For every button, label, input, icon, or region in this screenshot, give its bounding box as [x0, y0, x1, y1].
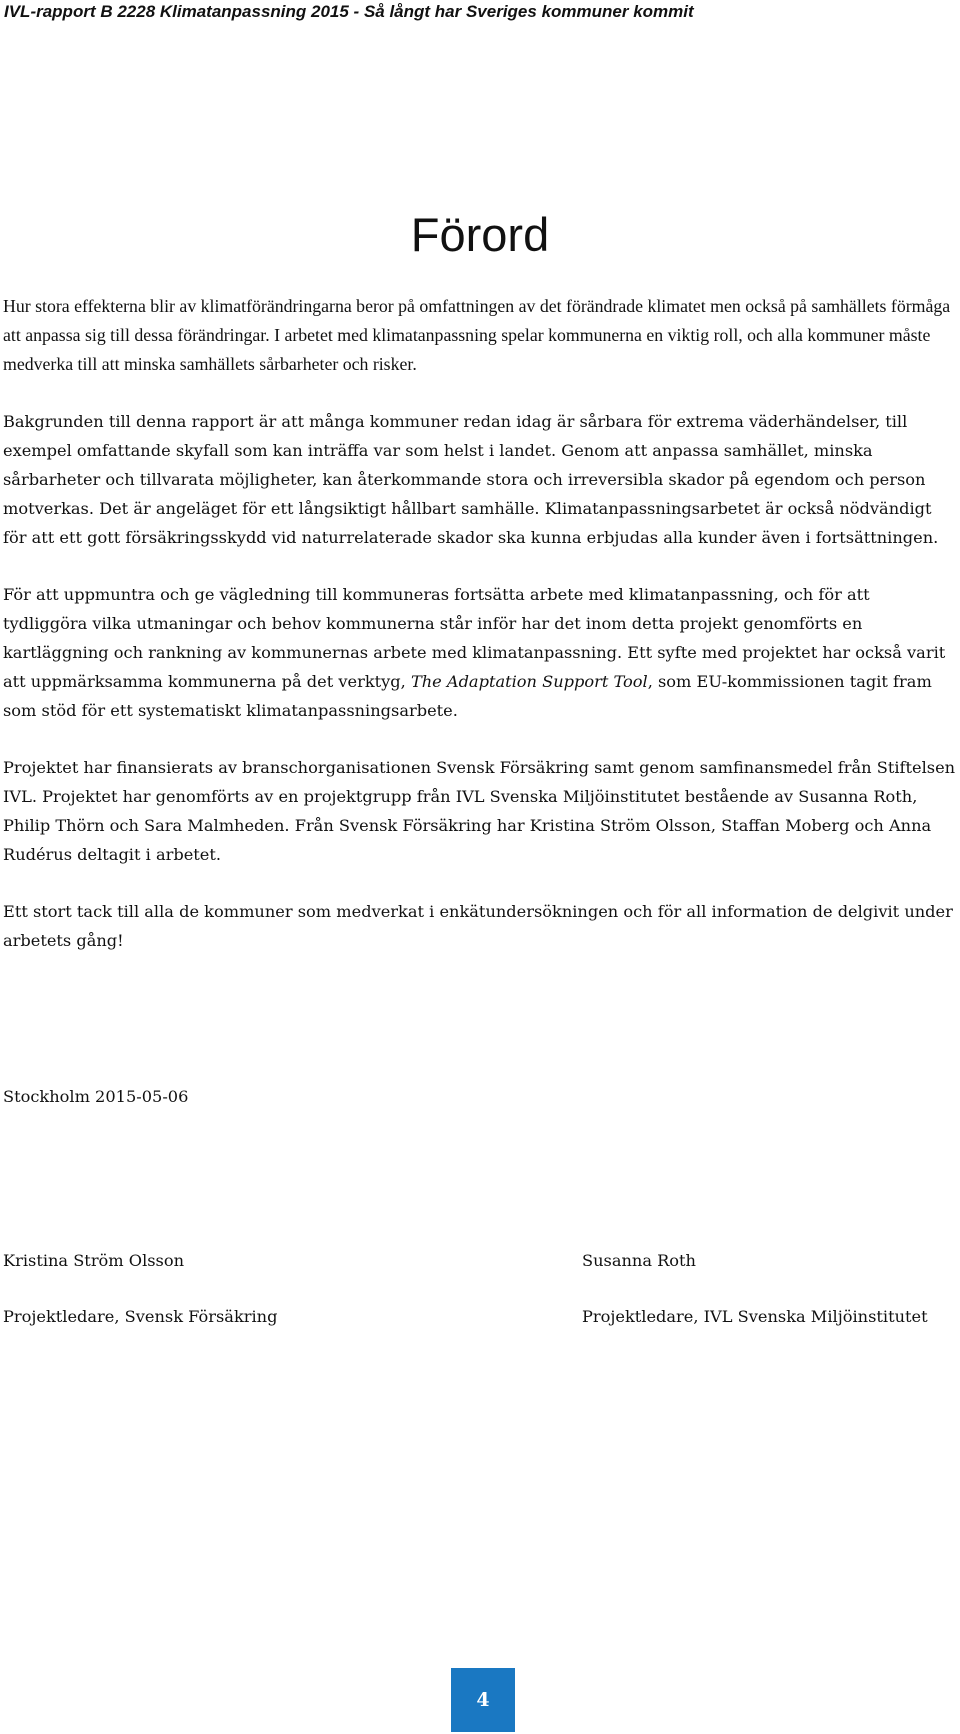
signatory-name: Susanna Roth	[582, 1251, 696, 1270]
signatory-role: Projektledare, Svensk Försäkring	[3, 1307, 278, 1326]
paragraph-funding: Projektet har finansierats av branschorganisationen Svensk Försäkring samt genom samfinansmedel från Stiftelsen IVL. Projektet har genomförts av en projektgrupp från IVL Svenska Miljöinstitutet bestående av Susanna Roth, Philip Thörn och Sara Malmheden. Från Svensk Försäkring har Kristina Ström Olsson, Staffan Moberg och Anna Rudérus deltagit i arbetet.	[3, 758, 956, 864]
signature-block-left	[3, 1246, 277, 1331]
paragraph-purpose-text-2: , som EU-kommissionen tagit fram som stöd för ett systematiskt klimatanpassningsarbete.	[3, 672, 932, 720]
foreword-body	[3, 292, 958, 983]
paragraph-thanks: Ett stort tack till alla de kommuner som medverkat i enkätundersökningen och för all information de delgivit under arbetets gång!	[3, 902, 953, 950]
signature-block-right	[582, 1246, 928, 1331]
paragraph-background: Bakgrunden till denna rapport är att många kommuner redan idag är sårbara för extrema väderhändelser, till exempel omfattande skyfall som kan inträffa var som helst i landet. Genom att anpassa samhället, minska sårbarheter och tillvarata möjligheter, kan återkommande stora och irreversibla skador på egendom och person motverkas. Det är angeläget för ett långsiktigt hållbart samhälle. Klimatanpassningsarbetet är också nödvändigt för att ett gott försäkringsskydd vid naturrelaterade skador ska kunna erbjudas alla kunder även i fortsättningen.	[3, 412, 939, 547]
signatory-name: Kristina Ström Olsson	[3, 1251, 185, 1270]
page-number: 4	[451, 1668, 515, 1732]
signatory-role: Projektledare, IVL Svenska Miljöinstitutet	[582, 1307, 928, 1326]
paragraph-purpose-text-1: För att uppmuntra och ge vägledning till kommuneras fortsätta arbete med klimatanpassning, och för att tydliggöra vilka utmaningar och behov kommunerna står inför har det inom detta projekt genomförts en kartläggning och rankning av kommunernas arbete med klimatanpassning. Ett syfte med projektet har också varit att uppmärksamma kommunerna på det verktyg,	[3, 585, 946, 691]
paragraph-purpose	[3, 580, 958, 725]
running-header: IVL-rapport B 2228 Klimatanpassning 2015 - Så långt har Sveriges kommuner kommit	[4, 2, 694, 21]
page-title: Förord	[410, 208, 550, 261]
place-and-date: Stockholm 2015-05-06	[3, 1087, 189, 1106]
tool-name: The Adaptation Support Tool	[410, 672, 648, 691]
paragraph-intro: Hur stora effekterna blir av klimatförändringarna beror på omfattningen av det förändrade klimatet men också på samhällets förmåga att anpassa sig till dessa förändringar. I arbetet med klimatanpassning spelar kommunerna en viktig roll, och alla kommuner måste medverka till att minska samhällets sårbarheter och risker.	[3, 296, 951, 374]
